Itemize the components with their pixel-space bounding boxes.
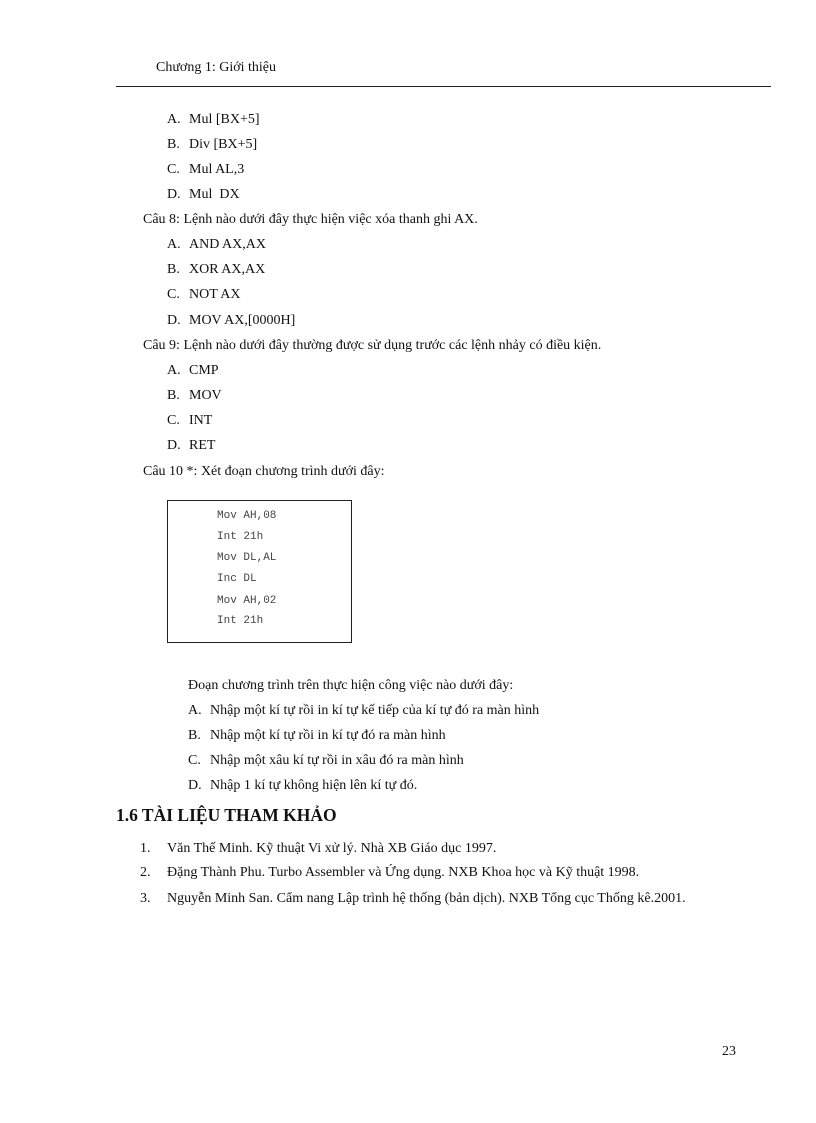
q10-prompt: Đoạn chương trình trên thực hiện công việc nào dưới đây:	[188, 678, 514, 693]
option-text: Nhập một xâu kí tự rồi in xâu đó ra màn hình	[210, 753, 464, 768]
option-text: MOV	[189, 388, 222, 403]
q8-question: Câu 8: Lệnh nào dưới đây thực hiện việc xóa thanh ghi AX.	[143, 212, 478, 227]
option-text: Nhập một kí tự rồi in kí tự đó ra màn hình	[210, 728, 446, 743]
q7-option-d	[167, 186, 240, 203]
q9-option-b	[167, 387, 222, 404]
page-number: 23	[722, 1044, 736, 1059]
code-line: Int 21h	[217, 531, 264, 543]
option-text: Div [BX+5]	[189, 137, 258, 152]
code-line: Mov AH,08	[217, 510, 277, 522]
q7-option-a	[167, 111, 260, 128]
q8-option-a	[167, 236, 266, 253]
q9-option-c	[167, 412, 212, 429]
option-text: Mul [BX+5]	[189, 112, 260, 127]
option-text: CMP	[189, 363, 219, 378]
q8-option-d	[167, 312, 295, 329]
option-letter: C.	[167, 162, 180, 177]
q10-option-b	[188, 727, 446, 744]
option-letter: A.	[167, 363, 181, 378]
q10-option-d	[188, 777, 417, 794]
page-header-title: Chương 1: Giới thiệu	[156, 60, 277, 75]
reference-number: 2.	[140, 865, 151, 880]
q10-option-a	[188, 702, 539, 719]
q8-option-b	[167, 261, 265, 278]
option-letter: B.	[188, 728, 201, 743]
option-text: Mul AL,3	[189, 162, 245, 177]
option-text: Nhập 1 kí tự không hiện lên kí tự đó.	[210, 778, 418, 793]
header-divider	[116, 86, 771, 87]
q7-option-b	[167, 136, 257, 153]
option-letter: D.	[167, 313, 181, 328]
option-letter: C.	[188, 753, 201, 768]
option-text: AND AX,AX	[189, 237, 266, 252]
option-letter: C.	[167, 287, 180, 302]
option-letter: A.	[188, 703, 202, 718]
q9-question: Câu 9: Lệnh nào dưới đây thường được sử dụng trước các lệnh nhảy có điều kiện.	[143, 338, 602, 353]
references-heading: 1.6 TÀI LIỆU THAM KHẢO	[116, 805, 337, 825]
option-letter: D.	[167, 187, 181, 202]
option-text: Nhập một kí tự rồi in kí tự kế tiếp của kí tự đó ra màn hình	[210, 703, 540, 718]
option-text: RET	[189, 438, 216, 453]
reference-text: Văn Thế Minh. Kỹ thuật Vi xử lý. Nhà XB Giáo dục 1997.	[167, 841, 497, 856]
reference-number: 1.	[140, 841, 151, 856]
option-letter: D.	[188, 778, 202, 793]
q10-question: Câu 10 *: Xét đoạn chương trình dưới đây:	[143, 464, 385, 479]
reference-text: Nguyễn Minh San. Cẩm nang Lập trình hệ thống (bản dịch). NXB Tổng cục Thống kê.2001.	[167, 891, 686, 906]
option-letter: C.	[167, 413, 180, 428]
code-line: Mov AH,02	[217, 595, 277, 607]
q9-option-d	[167, 437, 215, 454]
q10-option-c	[188, 752, 464, 769]
option-letter: B.	[167, 262, 180, 277]
option-text: MOV AX,[0000H]	[189, 313, 296, 328]
option-letter: A.	[167, 112, 181, 127]
option-text: NOT AX	[189, 287, 241, 302]
option-text: XOR AX,AX	[189, 262, 266, 277]
code-line: Inc DL	[217, 573, 257, 585]
reference-number: 3.	[140, 891, 151, 906]
option-letter: B.	[167, 137, 180, 152]
option-letter: B.	[167, 388, 180, 403]
code-line: Mov DL,AL	[217, 552, 277, 564]
code-listing-box	[167, 500, 352, 643]
q9-option-a	[167, 362, 219, 379]
q8-option-c	[167, 286, 240, 303]
option-letter: A.	[167, 237, 181, 252]
q7-option-c	[167, 161, 244, 178]
option-letter: D.	[167, 438, 181, 453]
reference-text: Đặng Thành Phu. Turbo Assembler và Ứng dụng. NXB Khoa học và Kỹ thuật 1998.	[167, 865, 640, 880]
code-line: Int 21h	[217, 615, 264, 627]
option-text: Mul DX	[189, 187, 240, 202]
option-text: INT	[189, 413, 213, 428]
